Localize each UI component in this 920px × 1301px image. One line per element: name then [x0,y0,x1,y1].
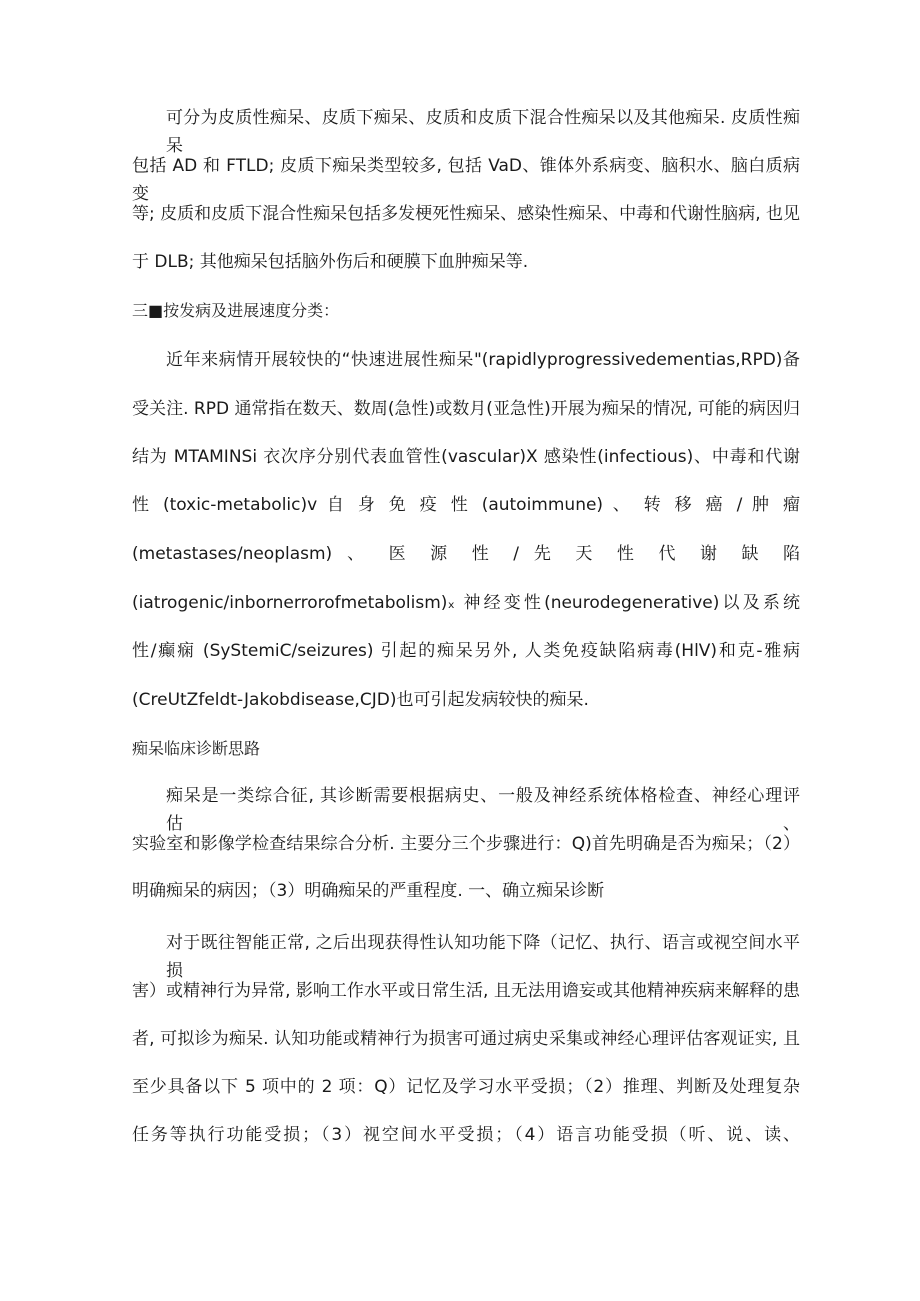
paragraph-line: 害）或精神行为异常, 影响工作水平或日常生活, 且无法用谵妄或其他精神疾病来解释的患 [132,981,800,1001]
paragraph-line: 至少具备以下 5 项中的 2 项：Q）记忆及学习水平受损；（2）推理、判断及处理复杂 [132,1077,800,1097]
paragraph-line: 对于既往智能正常, 之后出现获得性认知功能下降（记忆、执行、语言或视空间水平损 [166,933,800,981]
paragraph-line: 受关注. RPD 通常指在数天、数周(急性)或数月(亚急性)开展为痴呆的情况, 可能的病因归 [132,399,800,419]
paragraph-line: 性/癫痫 (SyStemiC/seizures) 引起的痴呆另外, 人类免疫缺陷病毒(HlV)和克-雅病 [132,641,800,661]
paragraph-line: 等; 皮质和皮质下混合性痴呆包括多发梗死性痴呆、感染性痴呆、中毒和代谢性脑病, 也见 [132,204,800,224]
paragraph-line: 痴呆是一类综合征, 其诊断需要根据病史、一般及神经系统体格检查、神经心理评估、 [166,786,800,834]
paragraph-line: (iatrogenic/inbornerrorofmetabolism)ₓ 神经变性(neurodegenerative)以及系统 [132,593,800,613]
paragraph-line: (metastases/neoplasm) 、 医 源 性 / 先 天 性 代 谢 缺 陷 [132,544,800,564]
paragraph-line: 明确痴呆的病因；（3）明确痴呆的严重程度. 一、确立痴呆诊断 [132,881,605,901]
paragraph-line: 性 (toxic-metabolic)v 自 身 免 疫 性 (autoimmune) 、 转 移 癌 / 肿 瘤 [132,495,800,515]
section-heading: 三■按发病及进展速度分类： [132,301,340,320]
section-heading: 痴呆临床诊断思路 [132,739,261,758]
paragraph-line: 任务等执行功能受损；（3）视空间水平受损；（4）语言功能受损（听、说、读、 [132,1125,800,1145]
paragraph-line: (CreUtZfeldt-Jakobdisease,CJD)也可引起发病较快的痴呆. [132,690,589,710]
paragraph-line: 于 DLB; 其他痴呆包括脑外伤后和硬膜下血肿痴呆等. [132,252,529,272]
paragraph-line: 包括 AD 和 FTLD; 皮质下痴呆类型较多, 包括 VaD、锥体外系病变、脑积水、脑白质病变 [132,156,800,204]
paragraph-line: 实验室和影像学检查结果综合分析. 主要分三个步骤进行：Q)首先明确是否为痴呆；（2） [132,834,800,854]
paragraph-line: 近年来病情开展较快的“快速进展性痴呆"(rapidlyprogressivedementias,RPD)备 [166,350,800,370]
paragraph-line: 结为 MTAMINSi 衣次序分别代表血管性(vascular)X 感染性(infectious)、中毒和代谢 [132,447,800,467]
paragraph-line: 可分为皮质性痴呆、皮质下痴呆、皮质和皮质下混合性痴呆以及其他痴呆. 皮质性痴呆 [166,108,800,156]
paragraph-line: 者, 可拟诊为痴呆. 认知功能或精神行为损害可通过病史采集或神经心理评估客观证实, 且 [132,1029,800,1049]
